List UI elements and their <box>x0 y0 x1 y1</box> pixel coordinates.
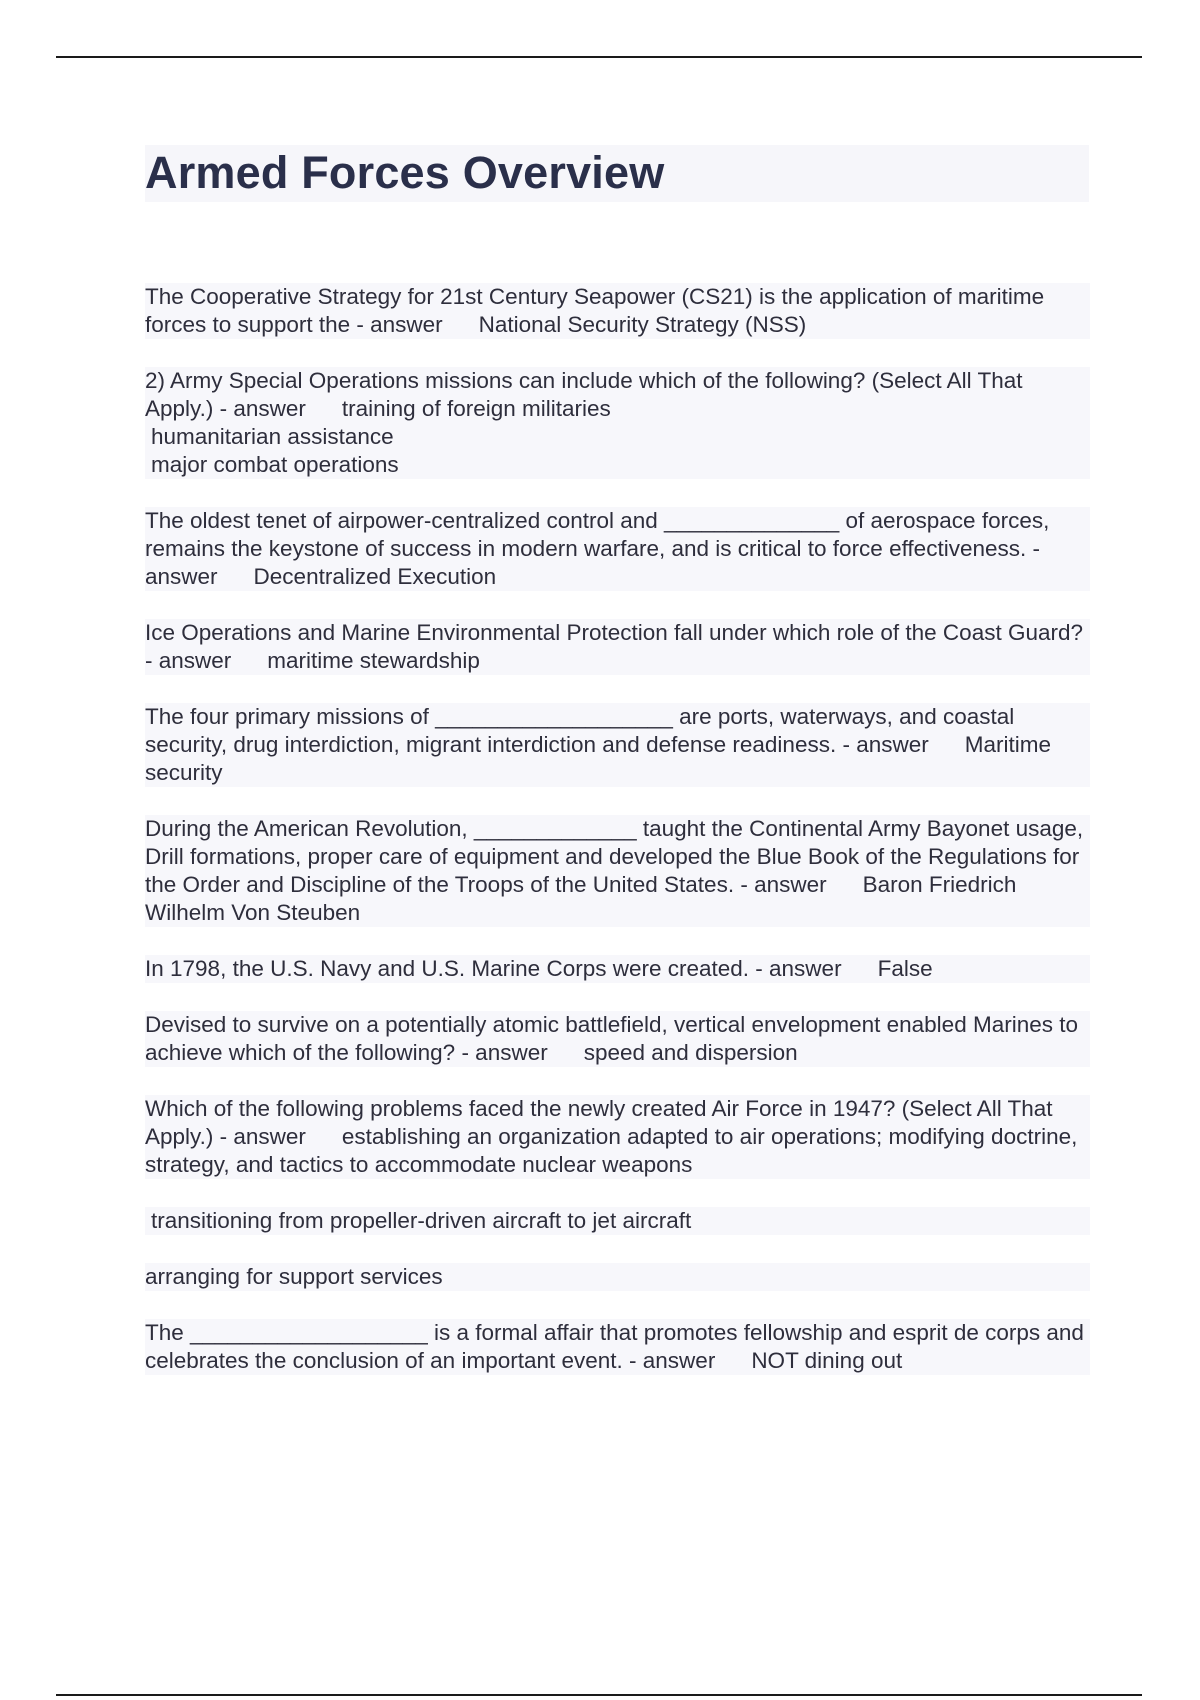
question-text: The ___________________ is a formal affair that promotes fellowship and esprit de corps and celebrates the conclusion of an important event. - answer <box>145 1320 1084 1373</box>
qa-item-2 <box>145 367 1090 479</box>
question-text: Devised to survive on a potentially atomic battlefield, vertical envelopment enabled Marines to achieve which of the following? - answer <box>145 1012 1079 1065</box>
answer-text: NOT dining out <box>751 1348 903 1373</box>
answer-text: National Security Strategy (NSS) <box>478 312 807 337</box>
question-text: In 1798, the U.S. Navy and U.S. Marine Corps were created. - answer <box>145 956 842 981</box>
qa-item-3 <box>145 507 1090 591</box>
qa-item-10 <box>145 1207 1090 1235</box>
qa-item-1 <box>145 283 1090 339</box>
qa-item-11 <box>145 1263 1090 1291</box>
qa-item-6 <box>145 815 1090 927</box>
qa-item-5 <box>145 703 1090 787</box>
qa-item-12 <box>145 1319 1090 1375</box>
answer-text: speed and dispersion <box>583 1040 798 1065</box>
answer-text: False <box>877 956 933 981</box>
page-title: Armed Forces Overview <box>145 147 665 198</box>
answer-text: Baron Friedrich Wilhelm Von Steuben <box>145 872 1017 925</box>
bottom-rule <box>56 1694 1142 1696</box>
qa-item-4 <box>145 619 1090 675</box>
question-text: During the American Revolution, _____________ taught the Continental Army Bayonet usage, Drill formations, proper care of equipment and developed the Blue Book of the Regulations for the Order and Discipline of the Troops of the United States. - answer <box>145 816 1084 897</box>
answer-text: Decentralized Execution <box>253 564 497 589</box>
qa-item-7 <box>145 955 1090 983</box>
question-text: 2) Army Special Operations missions can include which of the following? (Select All That Apply.) - answer <box>145 368 1023 421</box>
answer-text: Maritime security <box>145 732 1051 785</box>
question-text: The Cooperative Strategy for 21st Century Seapower (CS21) is the application of maritime forces to support the - answer <box>145 284 1045 337</box>
question-text: Which of the following problems faced the newly created Air Force in 1947? (Select All That Apply.) - answer <box>145 1096 1053 1149</box>
answer-extra: humanitarian assistance <box>151 424 394 449</box>
answer-text: training of foreign militaries <box>341 396 611 421</box>
question-text: The oldest tenet of airpower-centralized control and ______________ of aerospace forces, remains the keystone of success in modern warfare, and is critical to force effectiveness. - answer <box>145 508 1050 589</box>
question-text: The four primary missions of ___________________ are ports, waterways, and coastal security, drug interdiction, migrant interdiction and defense readiness. - answer <box>145 704 1015 757</box>
question-text: Ice Operations and Marine Environmental Protection fall under which role of the Coast Guard? - answer <box>145 620 1084 673</box>
top-rule <box>56 56 1142 58</box>
qa-list <box>145 283 1090 1403</box>
answer-extra: major combat operations <box>151 452 399 477</box>
answer-continuation: transitioning from propeller-driven aircraft to jet aircraft <box>151 1208 692 1233</box>
qa-item-9 <box>145 1095 1090 1179</box>
answer-text: establishing an organization adapted to air operations; modifying doctrine, strategy, and tactics to accommodate nuclear weapons <box>145 1124 1078 1177</box>
qa-item-8 <box>145 1011 1090 1067</box>
answer-continuation: arranging for support services <box>145 1264 443 1289</box>
answer-text: maritime stewardship <box>267 648 480 673</box>
